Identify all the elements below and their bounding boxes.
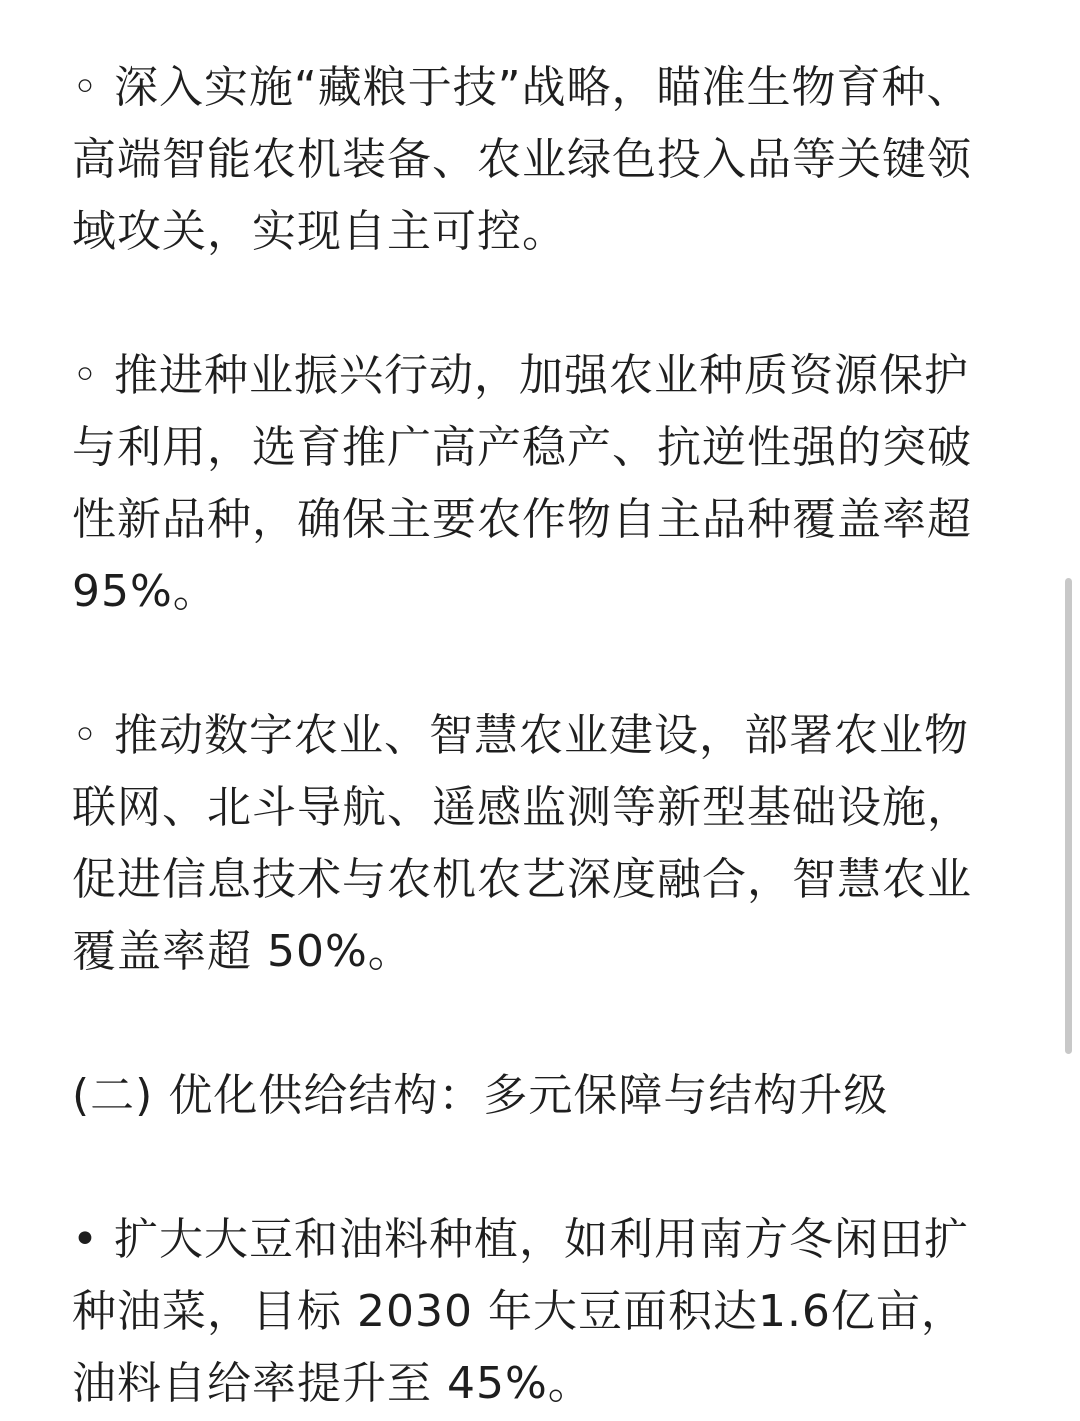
bullet-digital-agriculture: ◦ 推动数字农业、智慧农业建设，部署农业物联网、北斗导航、遥感监测等新型基础设施，促进信息技术与农机农艺深度融合，智慧农业覆盖率超 50%。 bbox=[72, 710, 972, 977]
vertical-scrollbar[interactable] bbox=[1065, 578, 1072, 1054]
article-body bbox=[72, 52, 987, 1420]
bullet-tech-strategy: ◦ 深入实施“藏粮于技”战略，瞄准生物育种、高端智能农机装备、农业绿色投入品等关键领域攻关，实现自主可控。 bbox=[72, 62, 972, 257]
bullet-seed-industry: ◦ 推进种业振兴行动，加强农业种质资源保护与利用，选育推广高产稳产、抗逆性强的突破性新品种，确保主要农作物自主品种覆盖率超 95%。 bbox=[72, 350, 972, 617]
section-heading: (二) 优化供给结构：多元保障与结构升级 bbox=[72, 1070, 889, 1121]
bullet-soybean-oilseed: • 扩大大豆和油料种植，如利用南方冬闲田扩种油菜，目标 2030 年大豆面积达1.6亿亩，油料自给率提升至 45%。 bbox=[72, 1214, 969, 1409]
